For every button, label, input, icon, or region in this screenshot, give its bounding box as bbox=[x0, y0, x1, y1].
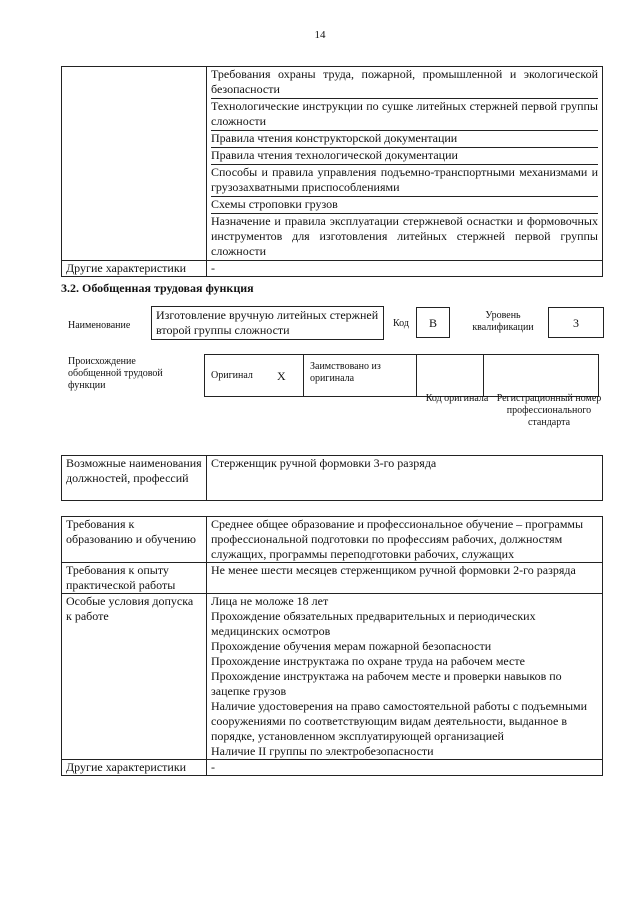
other-characteristics-label: Другие характеристики bbox=[62, 261, 207, 277]
knowledge-item: Технологические инструкции по сушке литейных стержней первой группы сложности bbox=[211, 99, 598, 131]
reg-number-caption: Регистрационный номер профессионального стандарта bbox=[496, 393, 602, 428]
education-value: Среднее общее образование и профессиональное обучение – программы профессиональной подготовки по профессиям рабочих, должностям служащих, программы переподготовки рабочих, служащих bbox=[207, 517, 603, 563]
knowledge-item: Схемы строповки грузов bbox=[211, 197, 598, 214]
education-label: Требования к образованию и обучению bbox=[62, 517, 207, 563]
special-conditions-label: Особые условия допуска к работе bbox=[62, 594, 207, 760]
requirements-table bbox=[61, 516, 603, 776]
borrowed-label: Заимствовано из оригинала bbox=[304, 355, 417, 397]
code-original-caption: Код оригинала bbox=[425, 393, 489, 404]
experience-label: Требования к опыту практической работы bbox=[62, 563, 207, 594]
special-condition-item: Наличие II группы по электробезопасности bbox=[211, 744, 434, 758]
other-characteristics-label-2: Другие характеристики bbox=[62, 760, 207, 776]
level-label: Уровень квалификации bbox=[472, 310, 534, 333]
knowledge-item: Требования охраны труда, пожарной, промышленной и экологической безопасности bbox=[211, 67, 598, 99]
knowledge-table bbox=[61, 66, 603, 277]
special-condition-item: Прохождение обязательных предварительных и периодических медицинских осмотров bbox=[211, 609, 536, 638]
knowledge-item: Правила чтения технологической документации bbox=[211, 148, 598, 165]
special-conditions-list bbox=[207, 594, 603, 760]
level-box: 3 bbox=[548, 307, 604, 338]
page-number: 14 bbox=[314, 29, 326, 41]
special-condition-item: Прохождение инструктажа на рабочем месте и проверки навыков по зацепке грузов bbox=[211, 669, 562, 698]
origin-table bbox=[204, 354, 599, 397]
code-box: B bbox=[416, 307, 450, 338]
origin-code-cell bbox=[417, 355, 484, 397]
knowledge-item: Правила чтения конструкторской документации bbox=[211, 131, 598, 148]
origin-label: Происхождение обобщенной трудовой функции bbox=[68, 356, 163, 391]
special-condition-item: Прохождение обучения мерам пожарной безопасности bbox=[211, 639, 492, 653]
other-characteristics-value-2: - bbox=[207, 760, 603, 776]
original-label: Оригинал bbox=[205, 355, 272, 397]
positions-table bbox=[61, 455, 603, 501]
function-name-box: Изготовление вручную литейных стержней второй группы сложности bbox=[151, 306, 384, 340]
section-title: 3.2. Обобщенная трудовая функция bbox=[61, 281, 254, 295]
experience-value: Не менее шести месяцев стерженщиком ручной формовки 2-го разряда bbox=[207, 563, 603, 594]
positions-label: Возможные наименования должностей, профессий bbox=[62, 456, 207, 501]
knowledge-label-cell bbox=[62, 67, 207, 261]
reg-number-cell bbox=[484, 355, 599, 397]
code-label: Код bbox=[393, 318, 409, 329]
name-label: Наименование bbox=[68, 320, 131, 331]
knowledge-item: Способы и правила управления подъемно-транспортными механизмами и грузозахватными приспособлениями bbox=[211, 165, 598, 197]
other-characteristics-value: - bbox=[207, 261, 603, 277]
special-condition-item: Лица не моложе 18 лет bbox=[211, 594, 329, 608]
knowledge-item: Назначение и правила эксплуатации стержневой оснастки и формовочных инструментов для изготовления литейных стержней первой группы сложности bbox=[211, 214, 598, 258]
special-condition-item: Наличие удостоверения на право самостоятельной работы с подъемными сооружениями по соответствующим видам деятельности, выданное в порядке, установленном эксплуатирующей организацией bbox=[211, 699, 588, 743]
knowledge-list bbox=[207, 67, 603, 261]
original-mark: X bbox=[271, 355, 304, 397]
positions-value: Стерженщик ручной формовки 3-го разряда bbox=[207, 456, 603, 501]
special-condition-item: Прохождение инструктажа по охране труда на рабочем месте bbox=[211, 654, 525, 668]
